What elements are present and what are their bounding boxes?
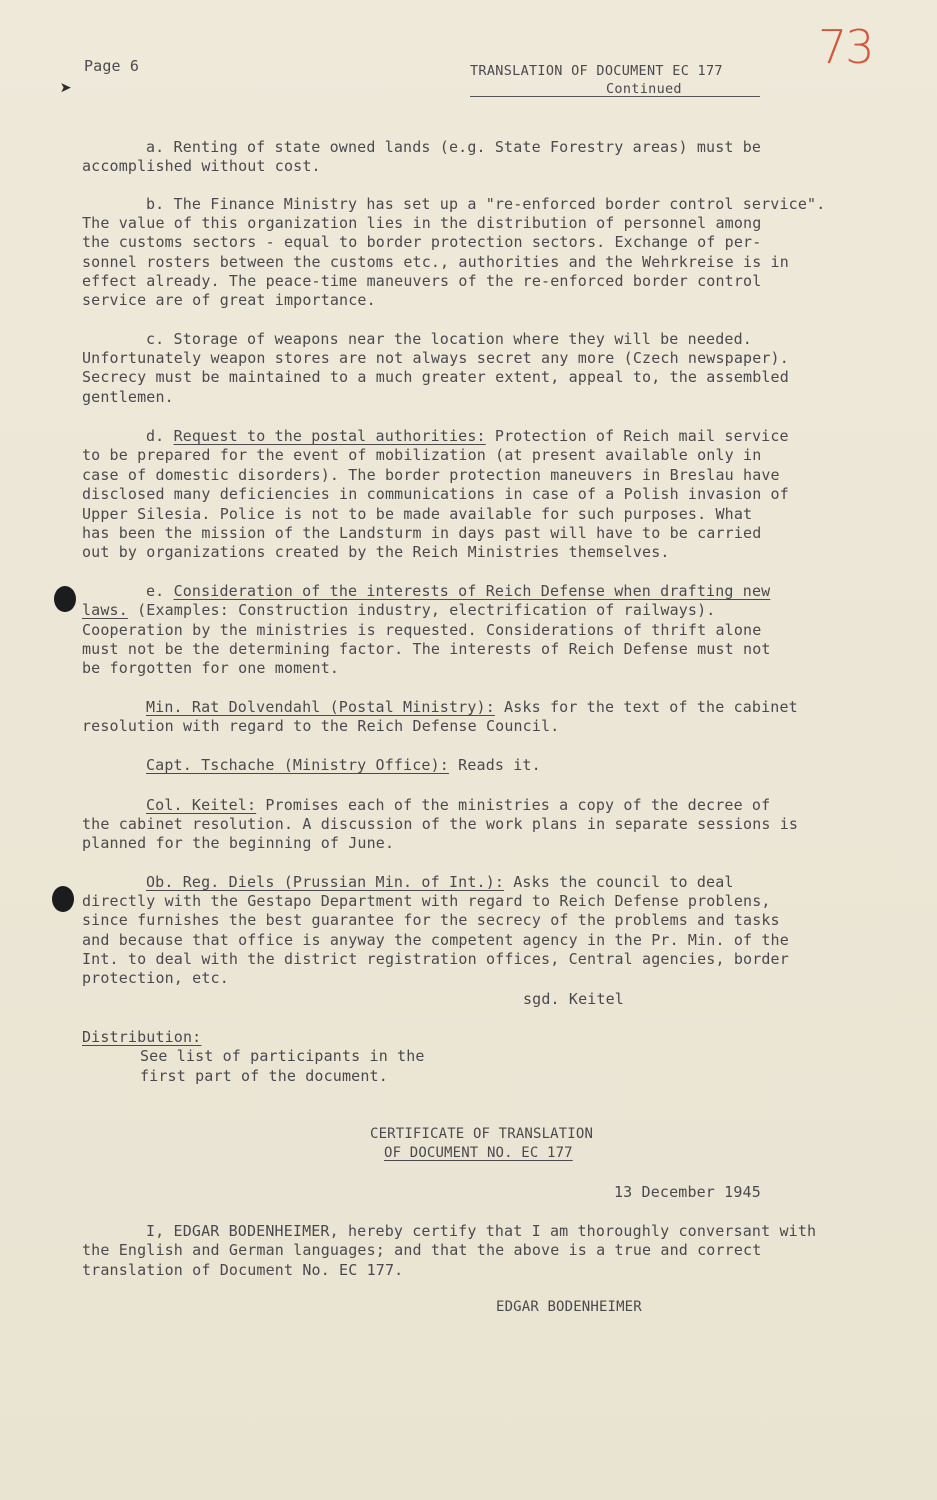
punch-hole [54,586,76,612]
distribution-line: See list of participants in the [140,1047,425,1065]
diels-line: Int. to deal with the district registration offices, Central agencies, border [82,950,789,968]
para-b-line: the customs sectors - equal to border protection sectors. Exchange of per- [82,233,762,251]
continued-label: Continued [606,81,682,97]
certificate-line: the English and German languages; and that the above is a true and correct [82,1241,762,1259]
para-d-line: disclosed many deficiencies in communications in case of a Polish invasion of [82,485,789,503]
para-e-line: Cooperation by the ministries is requested. Considerations of thrift alone [82,621,762,639]
para-c-line: Secrecy must be maintained to a much greater extent, appeal to, the assembled [82,368,789,386]
translator-signature: EDGAR BODENHEIMER [496,1299,642,1315]
signed-keitel: sgd. Keitel [523,990,624,1008]
para-d-first-line: d. Request to the postal authorities: Protection of Reich mail service [146,427,789,445]
para-c-line: gentlemen. [82,388,174,406]
para-b-line: sonnel rosters between the customs etc., authorities and the Wehrkreise is in [82,253,789,271]
para-d-line: case of domestic disorders). The border protection maneuvers in Breslau have [82,466,780,484]
dolvendahl-line: resolution with regard to the Reich Defense Council. [82,717,560,735]
document-title: TRANSLATION OF DOCUMENT EC 177 [470,63,723,79]
certificate-doc-no: OF DOCUMENT NO. EC 177 [384,1145,573,1161]
speaker-name: Col. Keitel: [146,796,257,814]
para-b-line: The value of this organization lies in the distribution of personnel among [82,214,762,232]
para-b-line: b. The Finance Ministry has set up a "re-enforced border control service". [146,195,826,213]
keitel-statement: Col. Keitel: Promises each of the ministries a copy of the decree of [146,796,771,814]
para-d-line: Upper Silesia. Police is not to be made available for such purposes. What [82,505,753,523]
certificate-date: 13 December 1945 [614,1183,761,1201]
para-e-second-line: laws. (Examples: Construction industry, electrification of railways). [82,601,716,619]
diels-statement: Ob. Reg. Diels (Prussian Min. of Int.): Asks the council to deal [146,873,734,891]
para-c-line: Unfortunately weapon stores are not always secret any more (Czech newspaper). [82,349,789,367]
certificate-line: translation of Document No. EC 177. [82,1261,404,1279]
speaker-name: Ob. Reg. Diels (Prussian Min. of Int.): [146,873,505,891]
speaker-name: Capt. Tschache (Ministry Office): [146,756,449,774]
certificate-line: I, EDGAR BODENHEIMER, hereby certify that I am thoroughly conversant with [146,1222,817,1240]
para-b-line: effect already. The peace-time maneuvers of the re-enforced border control [82,272,762,290]
document-header [470,62,723,98]
para-d-line: to be prepared for the event of mobilization (at present available only in [82,446,762,464]
para-d-line: out by organizations created by the Reich Ministries themselves. [82,543,670,561]
page-number: Page 6 [84,57,140,75]
para-e-first-line: e. Consideration of the interests of Reich Defense when drafting new [146,582,771,600]
handwritten-page-number: 73 [818,20,873,74]
para-a-line: accomplished without cost. [82,157,321,175]
dolvendahl-statement: Min. Rat Dolvendahl (Postal Ministry): Asks for the text of the cabinet [146,698,798,716]
distribution-label: Distribution: [82,1028,202,1046]
tschache-statement: Capt. Tschache (Ministry Office): Reads it. [146,756,541,774]
para-e-line: must not be the determining factor. The interests of Reich Defense must not [82,640,771,658]
para-e-heading: Consideration of the interests of Reich Defense when drafting new [173,582,771,600]
keitel-line: planned for the beginning of June. [82,834,395,852]
arrow-mark-icon: ➤ [60,76,73,100]
header-rule [470,96,760,97]
diels-line: and because that office is anyway the competent agency in the Pr. Min. of the [82,931,789,949]
para-c-line: c. Storage of weapons near the location where they will be needed. [146,330,752,348]
para-a-line: a. Renting of state owned lands (e.g. State Forestry areas) must be [146,138,762,156]
diels-line: directly with the Gestapo Department with regard to Reich Defense problens, [82,892,771,910]
punch-hole [52,886,74,912]
keitel-line: the cabinet resolution. A discussion of the work plans in separate sessions is [82,815,799,833]
para-e-line: be forgotten for one moment. [82,659,340,677]
diels-line: protection, etc. [82,969,229,987]
diels-line: since furnishes the best guarantee for the secrecy of the problems and tasks [82,911,780,929]
para-b-line: service are of great importance. [82,291,376,309]
para-d-heading: Request to the postal authorities: [173,427,486,445]
para-d-line: has been the mission of the Landsturm in days past will have to be carried [82,524,762,542]
speaker-name: Min. Rat Dolvendahl (Postal Ministry): [146,698,495,716]
distribution-line: first part of the document. [140,1067,388,1085]
certificate-title: CERTIFICATE OF TRANSLATION [370,1126,594,1142]
